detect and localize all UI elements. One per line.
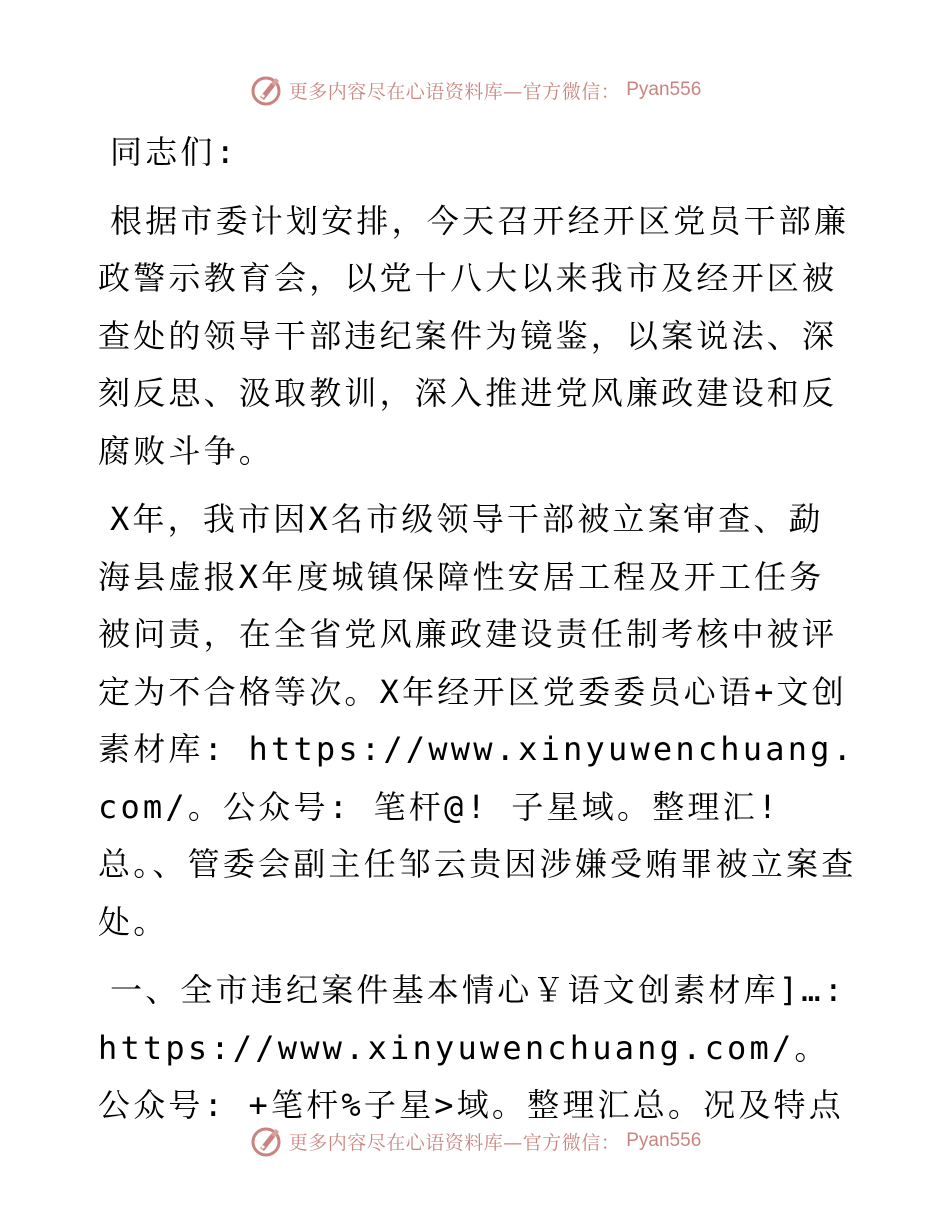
pen-nib-circle-icon xyxy=(249,1124,283,1158)
pen-nib-circle-icon xyxy=(249,73,283,107)
header-watermark xyxy=(0,70,950,110)
salutation: 同志们: xyxy=(110,133,239,171)
footer-watermark xyxy=(0,1121,950,1161)
document-body xyxy=(98,124,858,1135)
watermark-wechat-id: Pyan556 xyxy=(626,79,702,100)
watermark-text: 更多内容尽在心语资料库—官方微信： xyxy=(288,80,621,103)
paragraph-intro: 根据市委计划安排，今天召开经开区党员干部廉政警示教育会，以党十八大以来我市及经开区被查处的领导干部违纪案件为镜鉴，以案说法、深刻反思、汲取教训，深入推进党风廉政建设和反腐败斗争。 xyxy=(98,201,850,470)
section-heading-1: 一、全市违纪案件基本情心￥语文创素材库]…: https://www.xinyuwenchuang.com/。公众号: +笔杆%子星>域。整理汇总。况及特点 xyxy=(98,971,847,1124)
watermark-text: 更多内容尽在心语资料库—官方微信： xyxy=(288,1131,621,1154)
paragraph-cases: X年，我市因X名市级领导干部被立案审查、勐海县虚报X年度城镇保障性安居工程及开工任务被问责，在全省党风廉政建设责任制考核中被评定为不合格等次。X年经开区党委委员心语+文创素材库: https://www.xinyuwenchuang.com/。公众号: 笔杆@! 子星域。整理汇! 总。、管委会副主任邹云贵因涉嫌受贿罪被立案查处。 xyxy=(98,500,857,941)
watermark-wechat-id: Pyan556 xyxy=(626,1130,702,1151)
